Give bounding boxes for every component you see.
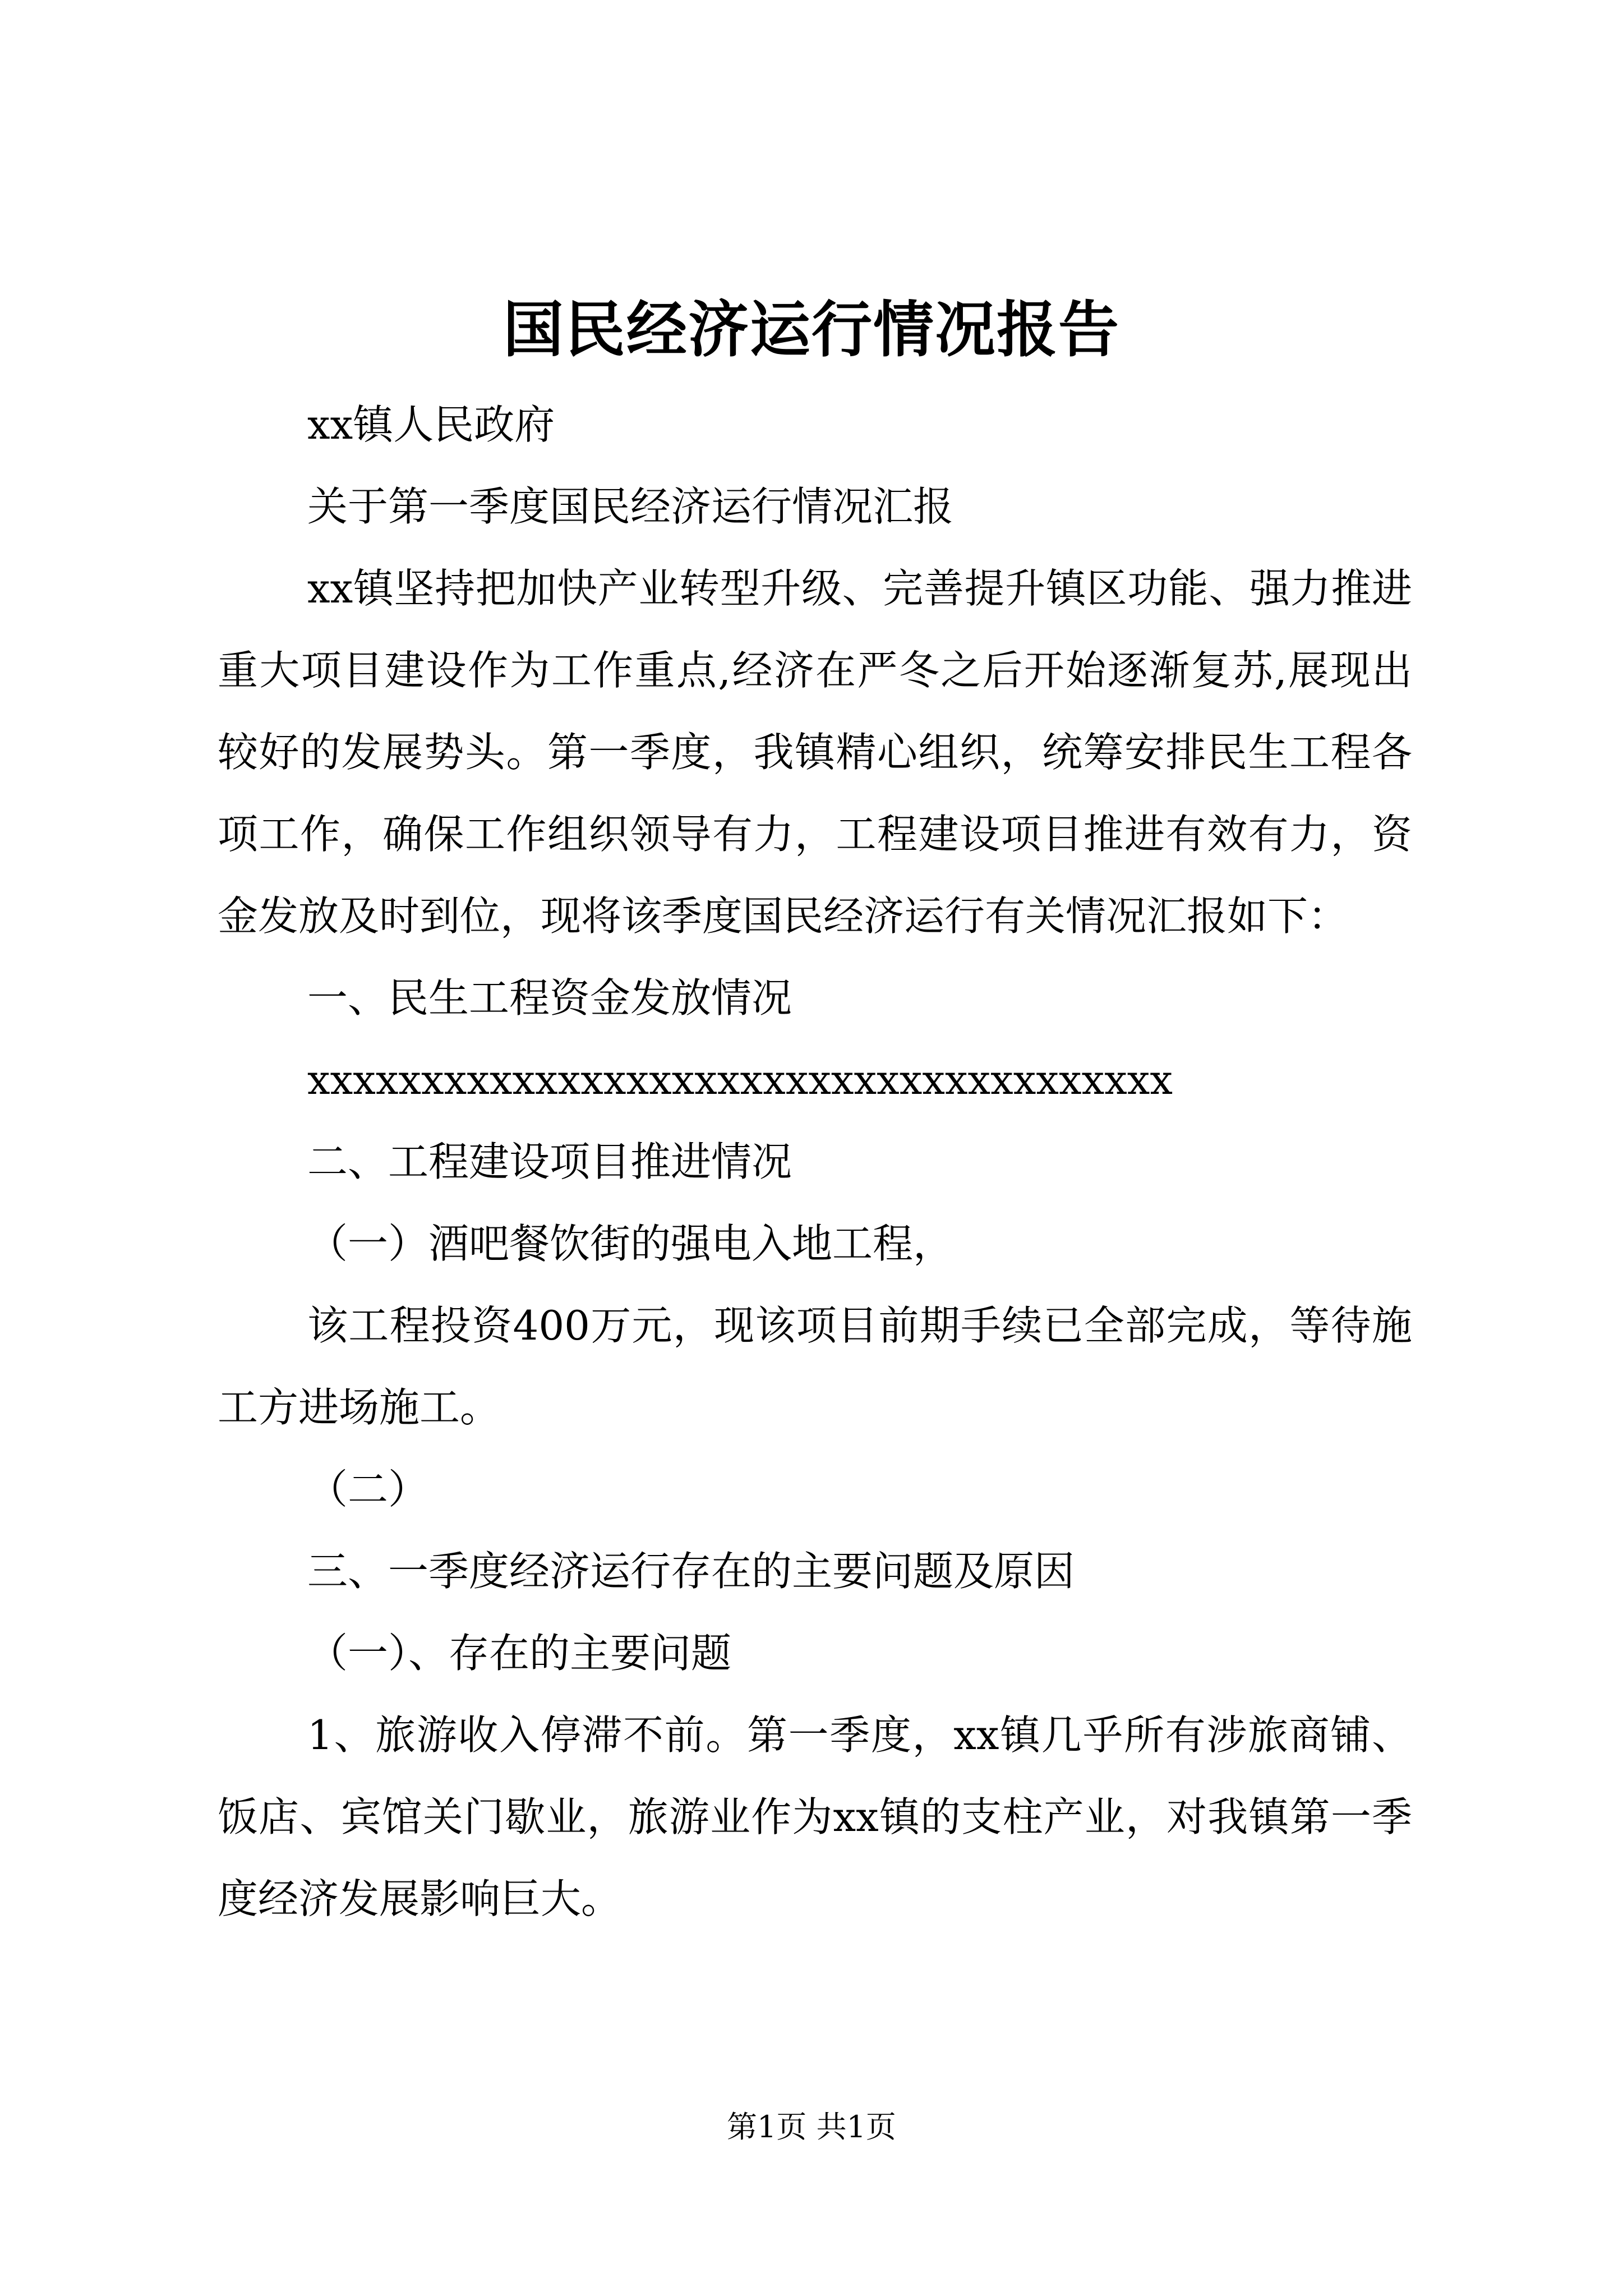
section-heading-1: 一、民生工程资金发放情况 — [307, 974, 792, 1022]
section-heading-3: 三、一季度经济运行存在的主要问题及原因 — [307, 1548, 1075, 1595]
subsection-heading-2-1: （一）酒吧餐饮街的强电入地工程， — [307, 1220, 954, 1267]
sender-line: xx镇人民政府 — [307, 401, 555, 448]
document-body — [218, 384, 1412, 1940]
subsection-body-2-1: 该工程投资400万元，现该项目前期手续已全部完成，等待施工方进场施工。 — [218, 1302, 1412, 1431]
intro-paragraph: xx镇坚持把加快产业转型升级、完善提升镇区功能、强力推进重大项目建设作为工作重点,经济在严冬之后开始逐渐复苏,展现出较好的发展势头。第一季度，我镇精心组织，统筹安排民生工程各项工作，确保工作组织领导有力，工程建设项目推进有效有力，资金发放及时到位，现将该季度国民经济运行有关情况汇报如下： — [218, 565, 1412, 940]
placeholder-line: xxxxxxxxxxxxxxxxxxxxxxxxxxxxxxxxxxxxxx — [307, 1056, 1173, 1103]
subsection-heading-2-2: （二） — [307, 1466, 429, 1513]
document-title: 国民经济运行情况报告 — [502, 295, 1120, 365]
subsection-heading-3-1: （一）、存在的主要问题 — [307, 1630, 732, 1677]
report-subject: 关于第一季度国民经济运行情况汇报 — [307, 483, 954, 530]
section-heading-2: 二、工程建设项目推进情况 — [307, 1138, 792, 1185]
page-footer: 第1页 共1页 — [727, 2109, 896, 2145]
problem-item-1: 1、旅游收入停滞不前。第一季度，xx镇几乎所有涉旅商铺、饭店、宾馆关门歇业，旅游业作为xx镇的支柱产业，对我镇第一季度经济发展影响巨大。 — [218, 1711, 1412, 1922]
